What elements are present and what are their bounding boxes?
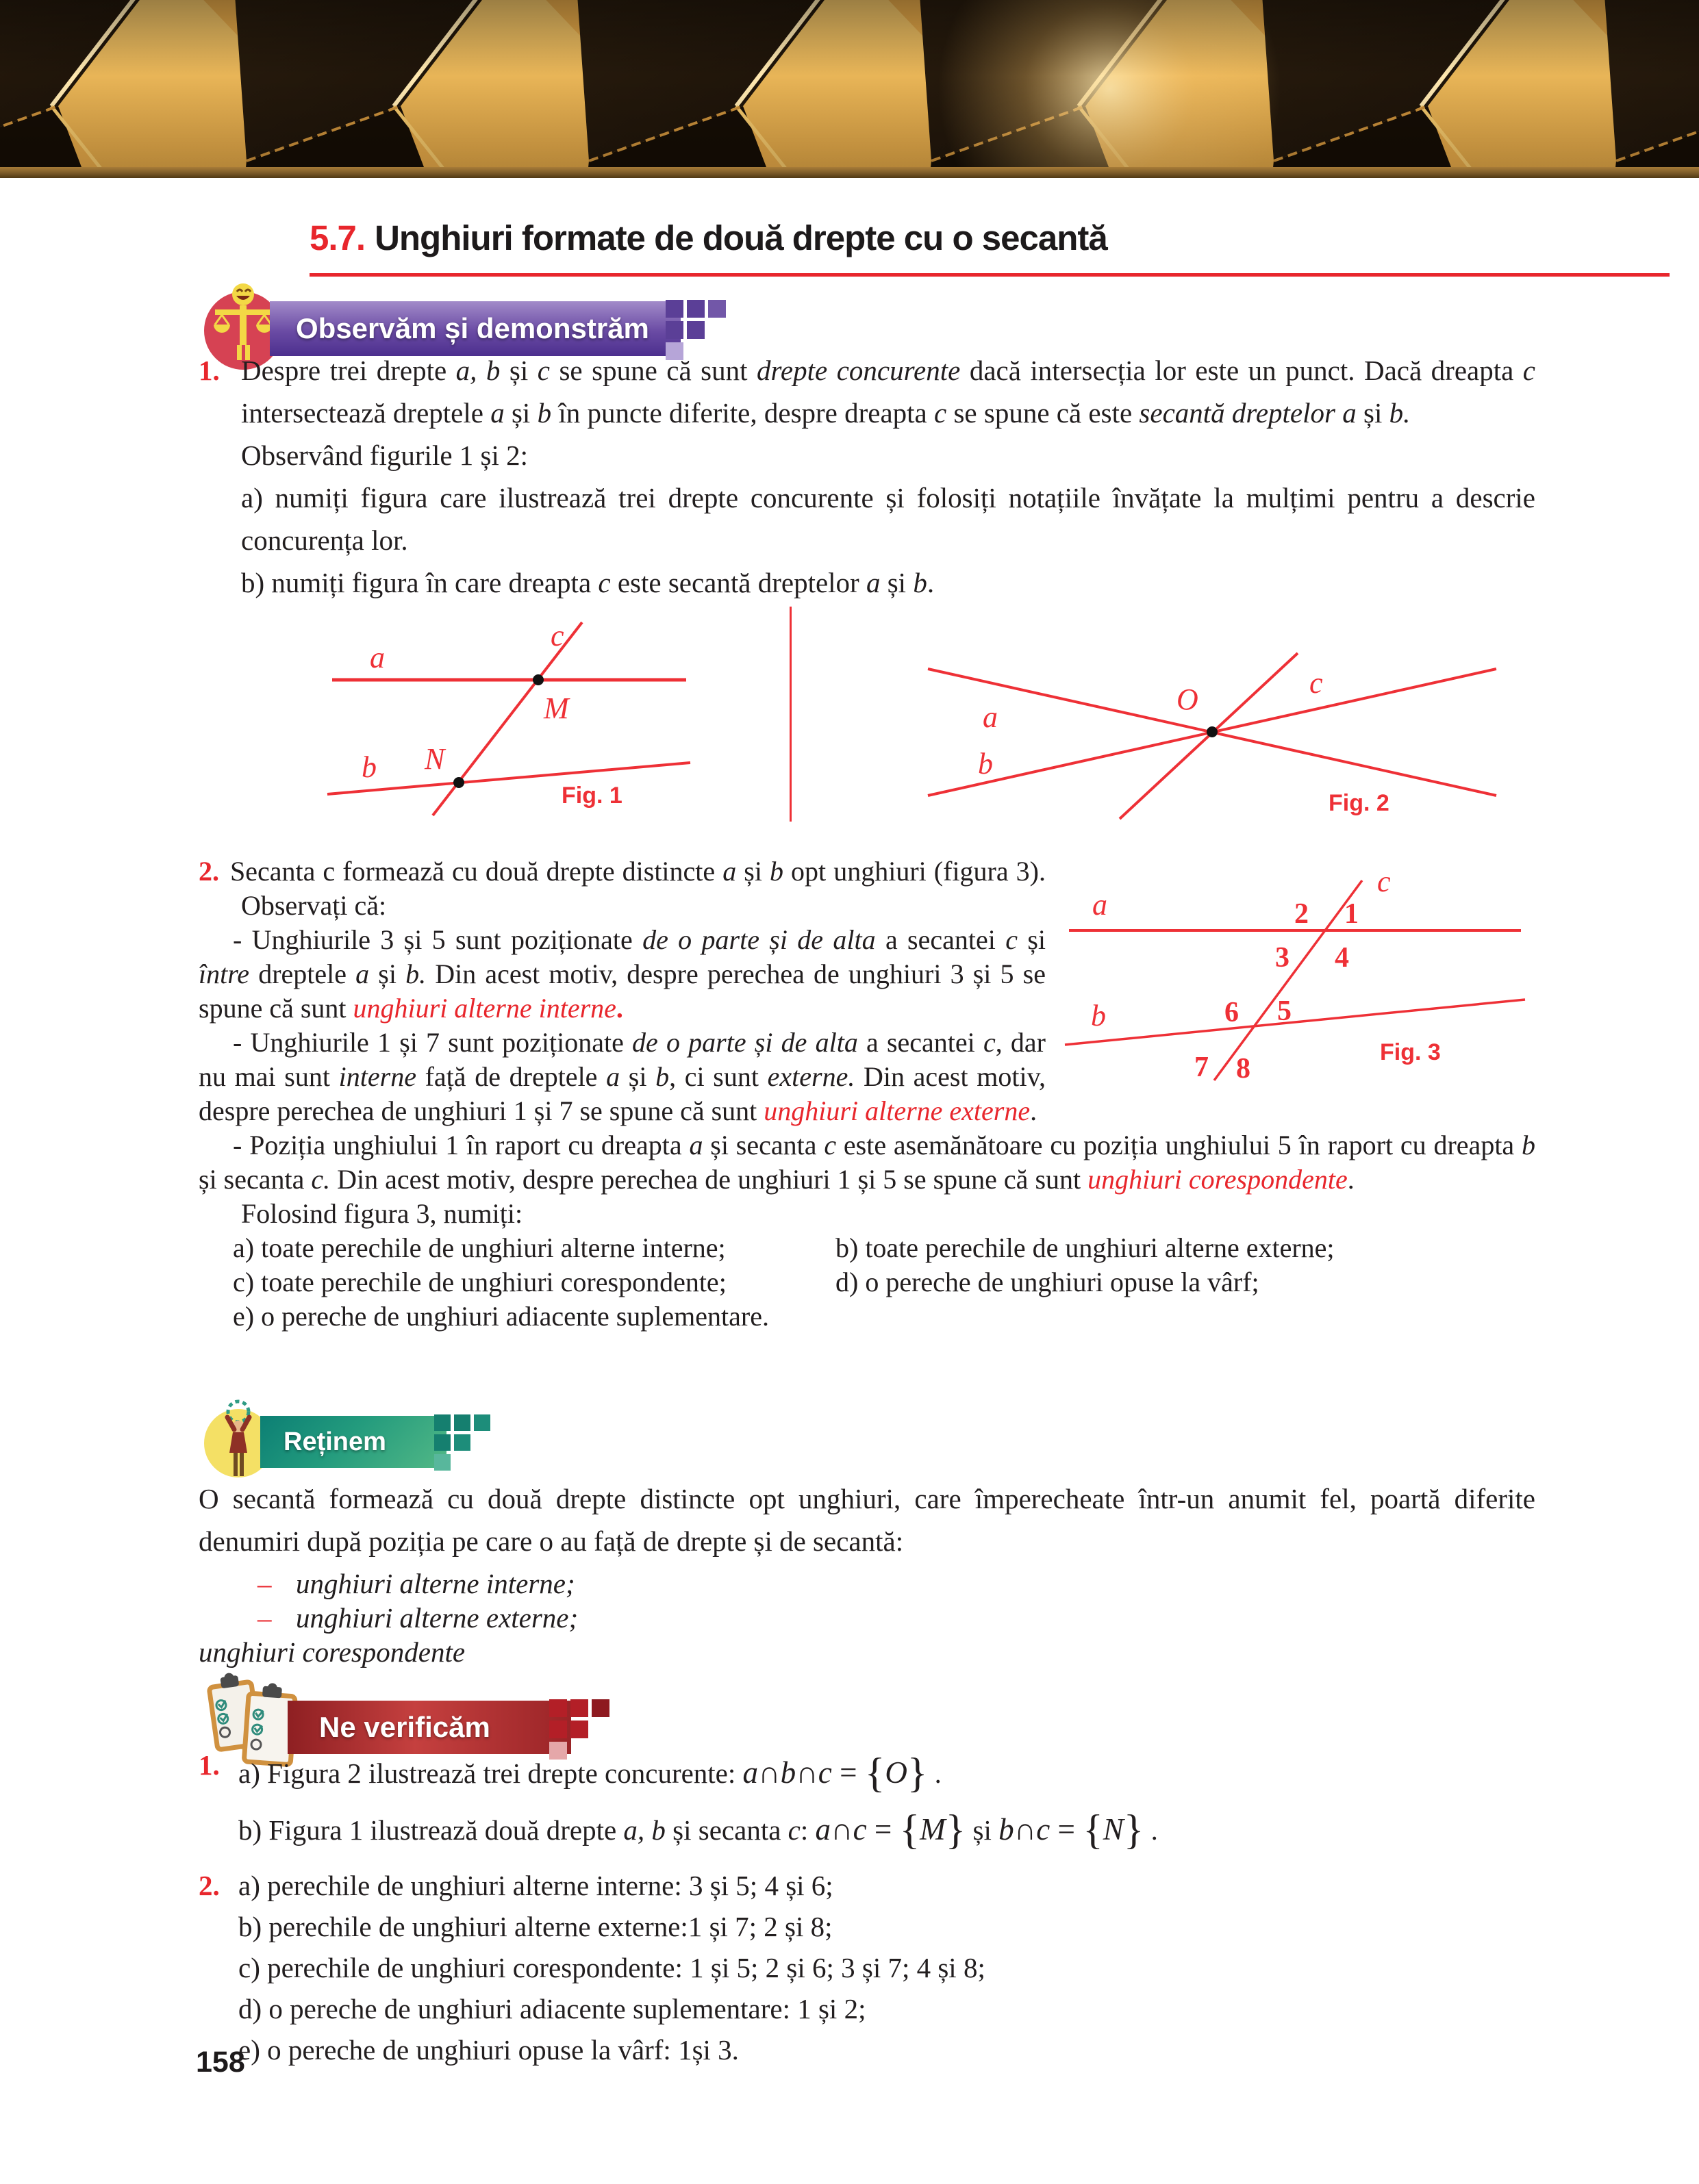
fig3-label-c: c: [1377, 865, 1391, 898]
figure-3-box: [1057, 854, 1535, 1084]
answer-2c: c) perechile de unghiuri corespondente: 1 și 5; 2 și 6; 3 și 7; 4 și 8;: [238, 1952, 985, 1984]
verify-section: [199, 1744, 1535, 2070]
fig3-label-a: a: [1092, 888, 1107, 922]
fig3-angle-8: 8: [1236, 1053, 1250, 1084]
header-art: [0, 0, 1699, 179]
item-1-number: 1.: [199, 355, 220, 386]
dash-bullet: –: [257, 1602, 272, 1634]
badge-observe-bar: [270, 301, 681, 356]
retain-li3: unghiuri corespondente: [199, 1636, 466, 1668]
question-row-3: [199, 1299, 1535, 1334]
fig3-angle-5: 5: [1277, 995, 1292, 1027]
fig2-label-b: b: [978, 747, 993, 780]
list-item: [199, 1601, 1535, 1635]
section-2: [199, 854, 1535, 1334]
question-d: d) o pereche de unghiuri opuse la vârf;: [835, 1267, 1259, 1297]
item-2-number: 2.: [199, 856, 219, 887]
fig3-caption: Fig. 3: [1380, 1039, 1441, 1065]
answer-2e: e) o pereche de unghiuri opuse la vârf: 1și 3.: [238, 2034, 739, 2066]
item-1-intro: Observând figurile 1 și 2:: [241, 440, 529, 471]
badge-retain-bar: [260, 1416, 446, 1468]
retain-li2: unghiuri alterne externe;: [296, 1602, 579, 1634]
fig1-label-c: c: [551, 619, 564, 652]
fig1-caption: Fig. 1: [562, 783, 622, 809]
fig3-angle-2: 2: [1294, 898, 1309, 930]
figure-2: [890, 646, 1507, 826]
question-row-2: [199, 1265, 1535, 1299]
note-corespondente: - Poziția unghiului 1 în raport cu dreapta a și secanta c este asemănătoare cu poziția unghiului 5 în raport cu dreapta b și secanta c. Din acest motiv, despre perechea de unghiuri 1 și 5 se spune că sunt unghiuri corespondente.: [199, 1130, 1536, 1195]
fig1-label-N: N: [425, 742, 445, 776]
fig3-instruction: Folosind figura 3, numiți:: [241, 1198, 523, 1229]
fig2-label-c: c: [1309, 666, 1323, 700]
note-alterne-interne: - Unghiurile 3 și 5 sunt poziționate de o parte și de alta a secantei c și între dreptele a și b. Din acest motiv, despre perechea de unghiuri 3 și 5 se spune că sunt unghiuri alterne interne.: [199, 924, 1046, 1024]
point-M: [533, 674, 544, 685]
answer-1b: b) Figura 1 ilustrează două drepte a, b și secanta c: a∩c = {M} și b∩c = {N} .: [238, 1807, 1158, 1854]
badge-verify-label: Ne verificăm: [319, 1711, 490, 1743]
figure-3: [1057, 854, 1535, 1087]
fig2-label-a: a: [983, 700, 998, 734]
fig1-label-a: a: [370, 641, 385, 674]
item-1-paragraph: Despre trei drepte a, b și c se spune că sunt drepte concurente dacă intersecția lor este un punct. Dacă dreapta c intersectează dreptele a și b în puncte diferite, despre dreapta c se spune că este secantă dreptelor a și b.: [241, 355, 1535, 429]
fig3-label-b: b: [1091, 999, 1106, 1032]
point-N: [453, 777, 464, 788]
section-number: 5.7.: [310, 218, 366, 257]
answer-1a: a) Figura 2 ilustrează trei drepte concurente: a∩b∩c = {O} .: [238, 1750, 942, 1797]
question-b: b) toate perechile de unghiuri alterne externe;: [835, 1232, 1335, 1263]
answer-1: [199, 1744, 1535, 1858]
answer-2b: b) perechile de unghiuri alterne externe:1 și 7; 2 și 8;: [238, 1911, 833, 1943]
item-2-intro: Secanta c formează cu două drepte distincte a și b opt unghiuri (figura 3). Observați că:: [230, 856, 1046, 921]
fig3-angle-3: 3: [1275, 942, 1289, 974]
question-a: a) toate perechile de unghiuri alterne interne;: [233, 1232, 726, 1263]
fig3-angle-4: 4: [1335, 942, 1349, 974]
answer-2: [199, 1865, 1535, 2070]
retain-list: [199, 1566, 1535, 1669]
question-c: c) toate perechile de unghiuri corespondente;: [233, 1267, 727, 1297]
fig2-caption: Fig. 2: [1329, 790, 1389, 816]
note-alterne-externe: - Unghiurile 1 și 7 sunt poziționate de o parte și de alta a secantei c, dar nu mai sunt interne față de dreptele a și b, ci sunt externe. Din acest motiv, despre perechea de unghiuri 1 și 7 se spune că sunt unghiuri alterne externe.: [199, 1027, 1046, 1126]
item-1: [199, 349, 1535, 604]
figure-1: [267, 611, 788, 827]
fig3-angle-6: 6: [1224, 997, 1239, 1028]
point-O: [1207, 726, 1218, 737]
fig3-angle-7: 7: [1194, 1052, 1209, 1083]
fig1-label-b: b: [362, 750, 377, 784]
item-1-question-a: a) numiți figura care ilustrează trei drepte concurente și folosiți notațiile învățate la mulțimi pentru a descrie concurența lor.: [241, 482, 1535, 556]
page-title: [310, 218, 1672, 258]
retain-section: [199, 1477, 1535, 1669]
answer-2d: d) o pereche de unghiuri adiacente suplementare: 1 și 2;: [238, 1993, 866, 2025]
answer-2a: a) perechile de unghiuri alterne interne: 3 și 5; 4 și 6;: [238, 1870, 833, 1902]
page-number: 158: [196, 2046, 245, 2079]
observe-section: [199, 349, 1535, 604]
figures-row: [199, 601, 1535, 837]
section-title-text: Unghiuri formate de două drepte cu o secantă: [375, 218, 1107, 257]
question-e: e) o pereche de unghiuri adiacente suplementare.: [233, 1301, 769, 1332]
retain-paragraph: O secantă formează cu două drepte distincte opt unghiuri, care împerecheate într-un anumit fel, poartă diferite denumiri după poziția pe care o au față de drepte și de secantă:: [199, 1483, 1535, 1557]
fig3-angle-1: 1: [1344, 898, 1359, 930]
figure-divider: [790, 607, 792, 822]
item-1-question-b: b) numiți figura în care dreapta c este secantă dreptelor a și b.: [241, 567, 935, 598]
badge-retain-label: Reținem: [284, 1427, 386, 1456]
dash-bullet: –: [257, 1568, 272, 1599]
answer-2-number: 2.: [199, 1870, 220, 1902]
list-item: [199, 1566, 1535, 1601]
retain-li1: unghiuri alterne interne;: [296, 1568, 575, 1599]
gold-cubes-graphic: [0, 0, 1699, 168]
fig2-label-O: O: [1176, 683, 1198, 716]
badge-observe-label: Observăm și demonstrăm: [296, 312, 649, 344]
badge-retain: [204, 1402, 725, 1484]
title-divider: [310, 273, 1670, 277]
question-row-1: [199, 1231, 1535, 1265]
answer-1-number: 1.: [199, 1749, 220, 1781]
fig1-label-M: M: [544, 691, 569, 725]
decor-squares-retain: [434, 1414, 490, 1471]
header-strip: [0, 167, 1699, 178]
